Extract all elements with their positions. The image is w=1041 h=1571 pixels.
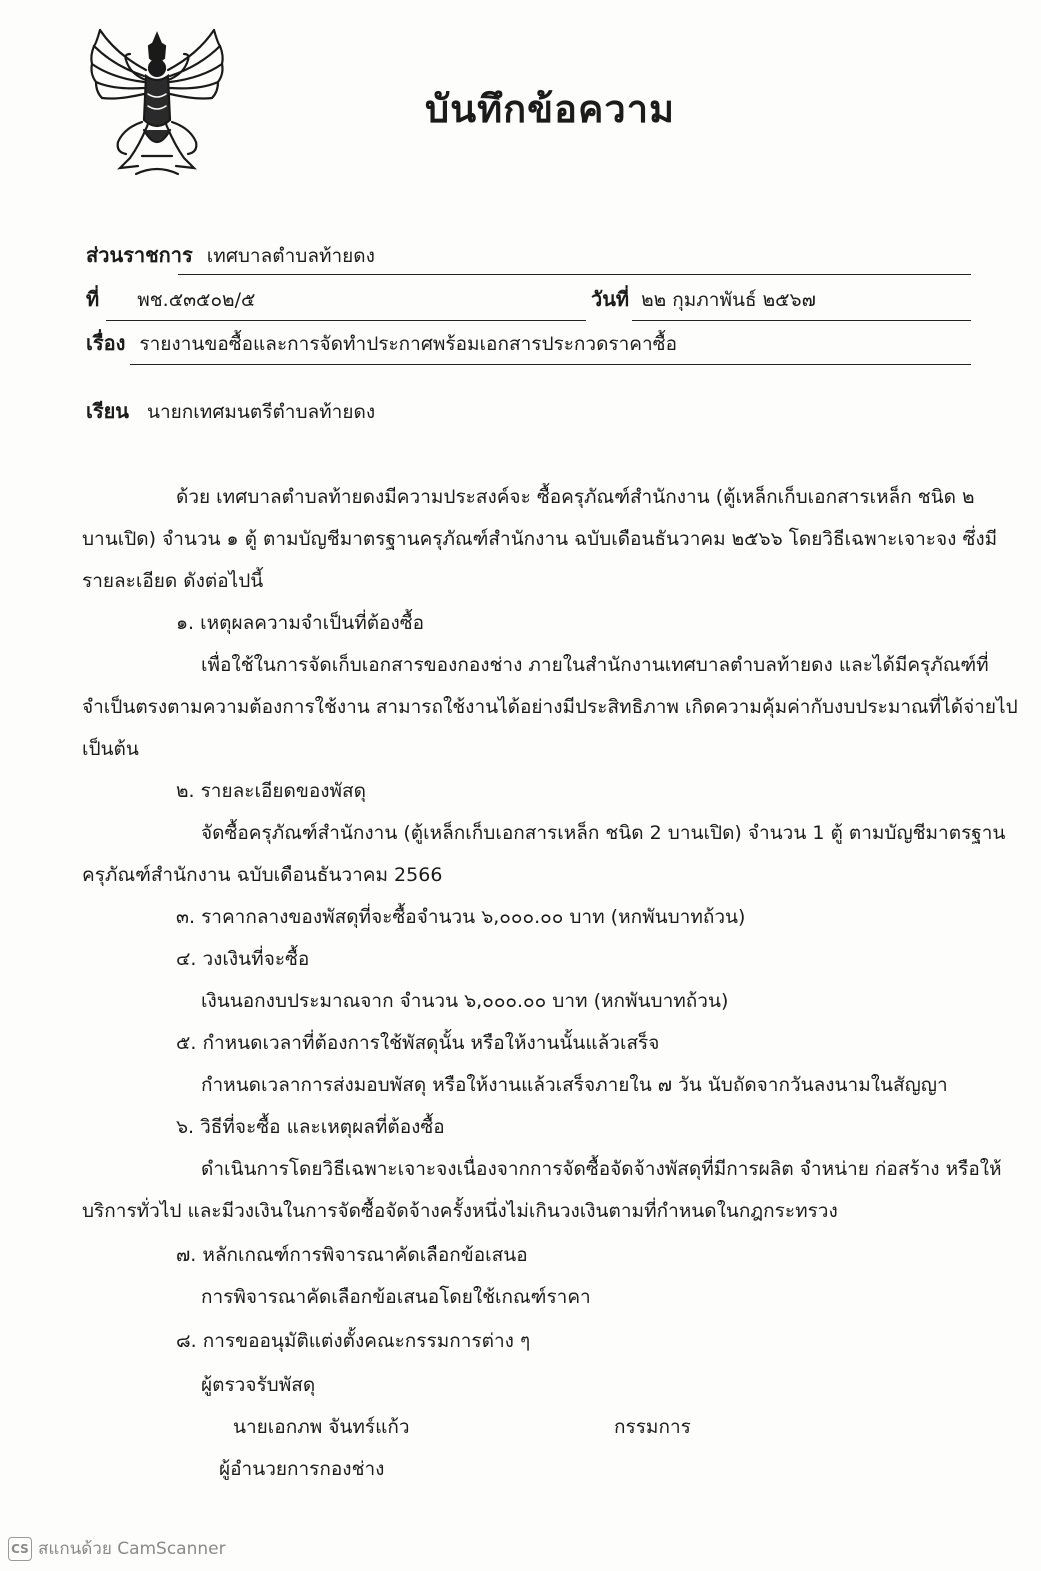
agency-underline bbox=[178, 274, 971, 275]
to-value: นายกเทศมนตรีตำบลท้ายดง bbox=[147, 401, 376, 423]
to-label: เรียน bbox=[86, 399, 129, 423]
section-8-member-position: ผู้อำนวยการกองช่าง bbox=[219, 1458, 385, 1480]
section-5-title: ๕. กำหนดเวลาที่ต้องการใช้พัสดุนั้น หรือให้งานนั้นแล้วเสร็จ bbox=[176, 1032, 660, 1054]
camscanner-footer bbox=[8, 1535, 226, 1562]
to-row bbox=[86, 398, 375, 425]
section-6-line-1: ดำเนินการโดยวิธีเฉพาะเจาะจงเนื่องจากการจัดซื้อจัดจ้างพัสดุที่มีการผลิต จำหน่าย ก่อสร้าง หรือให้ bbox=[201, 1158, 1002, 1180]
agency-value: เทศบาลตำบลท้ายดง bbox=[206, 245, 375, 267]
section-5-line-1: กำหนดเวลาการส่งมอบพัสดุ หรือให้งานแล้วเสร็จภายใน ๗ วัน นับถัดจากวันลงนามในสัญญา bbox=[201, 1074, 948, 1096]
date-row bbox=[591, 286, 816, 313]
section-2-line-1: จัดซื้อครุภัณฑ์สำนักงาน (ตู้เหล็กเก็บเอกสารเหล็ก ชนิด 2 บานเปิด) จำนวน 1 ตู้ ตามบัญชีมาตรฐาน bbox=[201, 822, 1006, 844]
intro-line-3: รายละเอียด ดังต่อไปนี้ bbox=[82, 570, 264, 592]
date-label: วันที่ bbox=[591, 287, 630, 311]
section-8-member-name: นายเอกภพ จันทร์แก้ว bbox=[233, 1416, 410, 1438]
garuda-emblem bbox=[86, 24, 228, 184]
intro-line-1: ด้วย เทศบาลตำบลท้ายดงมีความประสงค์จะ ซื้อครุภัณฑ์สำนักงาน (ตู้เหล็กเก็บเอกสารเหล็ก ชนิด ๒ bbox=[176, 486, 975, 508]
section-6-title: ๖. วิธีที่จะซื้อ และเหตุผลที่ต้องซื้อ bbox=[176, 1116, 445, 1138]
section-8-title: ๘. การขออนุมัติแต่งตั้งคณะกรรมการต่าง ๆ bbox=[176, 1330, 531, 1352]
section-1-title: ๑. เหตุผลความจำเป็นที่ต้องซื้อ bbox=[176, 612, 425, 634]
date-underline bbox=[632, 320, 971, 321]
section-4-title: ๔. วงเงินที่จะซื้อ bbox=[176, 948, 310, 970]
section-1-line-1: เพื่อใช้ในการจัดเก็บเอกสารของกองช่าง ภายในสำนักงานเทศบาลตำบลท้ายดง และได้มีครุภัณฑ์ที่ bbox=[201, 654, 989, 676]
section-8-member-role: กรรมการ bbox=[614, 1416, 691, 1438]
ref-row bbox=[86, 286, 255, 313]
camscanner-text: สแกนด้วย CamScanner bbox=[38, 1539, 226, 1559]
date-value: ๒๒ กุมภาพันธ์ ๒๕๖๗ bbox=[641, 289, 816, 311]
ref-value: พช.๕๓๕๐๒/๕ bbox=[137, 289, 256, 311]
section-2-line-2: ครุภัณฑ์สำนักงาน ฉบับเดือนธันวาคม 2566 bbox=[82, 864, 443, 886]
subject-label: เรื่อง bbox=[86, 331, 126, 355]
section-1-line-2: จำเป็นตรงตามความต้องการใช้งาน สามารถใช้งานได้อย่างมีประสิทธิภาพ เกิดความคุ้มค่ากับงบประมาณที่ได้จ่ายไป bbox=[82, 696, 1018, 718]
ref-underline bbox=[106, 320, 586, 321]
agency-row bbox=[86, 242, 375, 269]
section-2-title: ๒. รายละเอียดของพัสดุ bbox=[176, 780, 366, 802]
section-8-committee: ผู้ตรวจรับพัสดุ bbox=[201, 1374, 316, 1396]
section-7-line-1: การพิจารณาคัดเลือกข้อเสนอโดยใช้เกณฑ์ราคา bbox=[201, 1286, 591, 1308]
subject-row bbox=[86, 330, 677, 357]
section-4-line-1: เงินนอกงบประมาณจาก จำนวน ๖,๐๐๐.๐๐ บาท (หกพันบาทถ้วน) bbox=[201, 990, 729, 1012]
memo-title: บันทึกข้อความ bbox=[425, 87, 676, 131]
subject-underline bbox=[130, 364, 971, 365]
agency-label: ส่วนราชการ bbox=[86, 243, 193, 267]
subject-value: รายงานขอซื้อและการจัดทำประกาศพร้อมเอกสารประกวดราคาซื้อ bbox=[139, 333, 677, 355]
intro-line-2: บานเปิด) จำนวน ๑ ตู้ ตามบัญชีมาตรฐานครุภัณฑ์สำนักงาน ฉบับเดือนธันวาคม ๒๕๖๖ โดยวิธีเฉพาะเจาะจง ซึ่งมี bbox=[82, 528, 998, 550]
camscanner-icon: CS bbox=[8, 1537, 32, 1561]
section-7-title: ๗. หลักเกณฑ์การพิจารณาคัดเลือกข้อเสนอ bbox=[176, 1244, 528, 1266]
ref-label: ที่ bbox=[86, 287, 100, 311]
section-3-title: ๓. ราคากลางของพัสดุที่จะซื้อจำนวน ๖,๐๐๐.๐๐ บาท (หกพันบาทถ้วน) bbox=[176, 906, 746, 928]
section-6-line-2: บริการทั่วไป และมีวงเงินในการจัดซื้อจัดจ้างครั้งหนึ่งไม่เกินวงเงินตามที่กำหนดในกฎกระทรวง bbox=[82, 1200, 838, 1222]
section-1-line-3: เป็นต้น bbox=[82, 738, 139, 760]
